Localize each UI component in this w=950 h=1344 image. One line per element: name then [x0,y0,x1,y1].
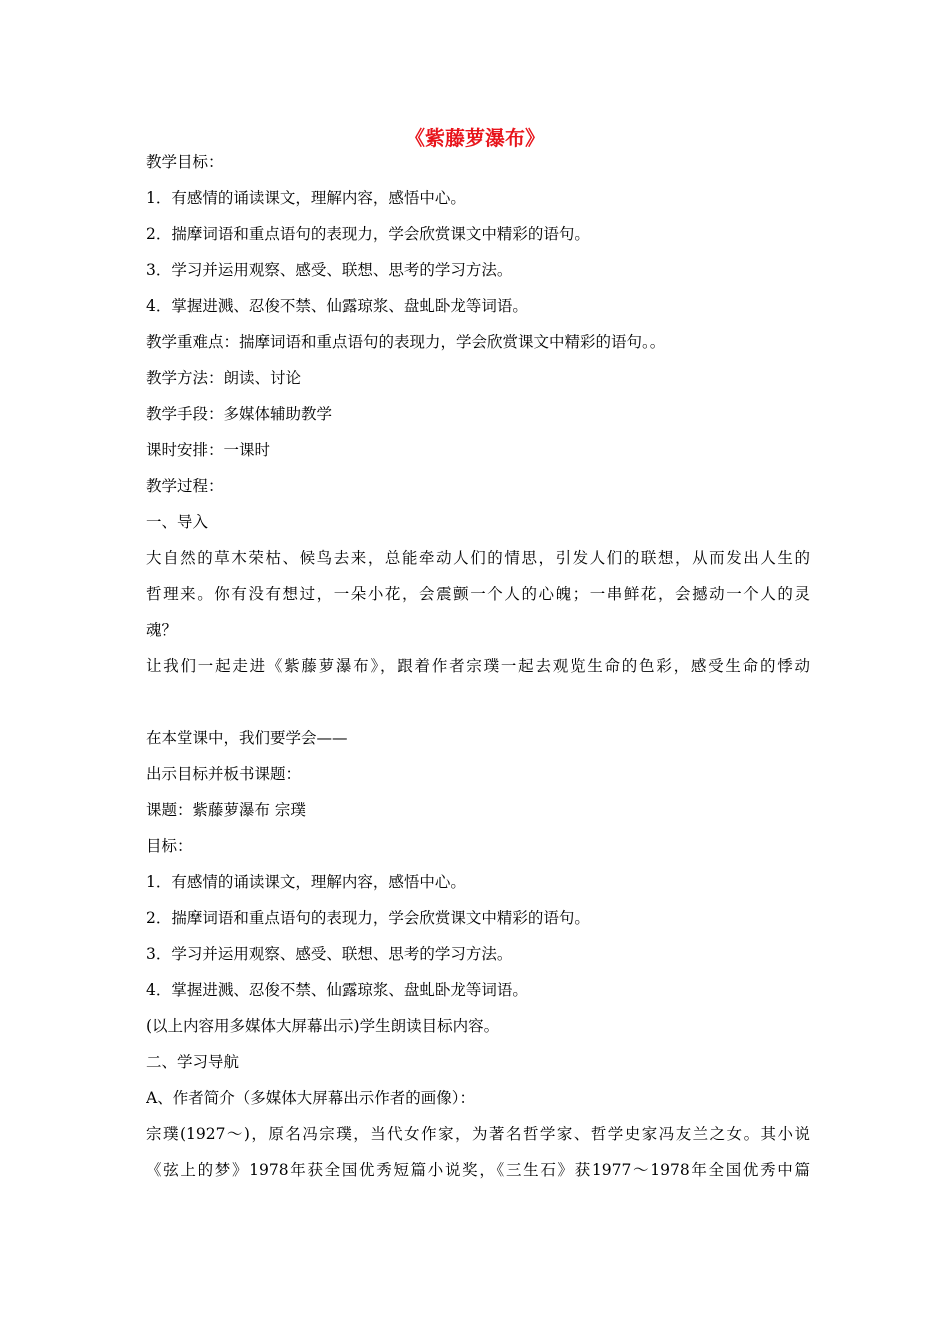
paragraph-line: 哲理来。你有没有想过，一朵小花，会震颤一个人的心魄；一串鲜花，会撼动一个人的灵 [146,585,810,603]
text-line: 3．学习并运用观察、感受、联想、思考的学习方法。 [146,261,513,279]
text-line: 出示目标并板书课题： [146,765,302,783]
text-line: 教学手段：多媒体辅助教学 [146,405,333,423]
paragraph-line: 魂？ [146,621,178,639]
text-line: 课题：紫藤萝瀑布 宗璞 [146,801,306,819]
document-title: 《紫藤萝瀑布》 [405,126,545,150]
text-line: 4．掌握进溅、忍俊不禁、仙露琼浆、盘虬卧龙等词语。 [146,981,528,999]
text-line: 课时安排：一课时 [146,441,271,459]
text-line: 2．揣摩词语和重点语句的表现力，学会欣赏课文中精彩的语句。 [146,909,590,927]
paragraph-line: 《弦上的梦》1978年获全国优秀短篇小说奖，《三生石》获1977～1978年全国优秀中篇 [146,1161,810,1179]
text-line: (以上内容用多媒体大屏幕出示)学生朗读目标内容。 [146,1017,500,1035]
text-line: 教学重难点：揣摩词语和重点语句的表现力，学会欣赏课文中精彩的语句。。 [146,333,666,351]
paragraph-line: 宗璞(1927～)，原名冯宗璞，当代女作家，为著名哲学家、哲学史家冯友兰之女。其小说 [146,1125,810,1143]
text-line: 教学目标： [146,153,224,171]
text-line: 教学方法：朗读、讨论 [146,369,302,387]
text-line: 2．揣摩词语和重点语句的表现力，学会欣赏课文中精彩的语句。 [146,225,590,243]
text-line: 在本堂课中，我们要学会—— [146,729,348,747]
text-line: 目标： [146,837,193,855]
section-heading: 二、学习导航 [146,1053,240,1071]
text-line: A、作者简介（多媒体大屏幕出示作者的画像）： [146,1089,475,1107]
section-heading: 一、导入 [146,513,209,531]
paragraph-line: 大自然的草木荣枯、候鸟去来，总能牵动人们的情思，引发人们的联想，从而发出人生的 [146,549,810,567]
text-line: 4．掌握进溅、忍俊不禁、仙露琼浆、盘虬卧龙等词语。 [146,297,528,315]
text-line: 1．有感情的诵读课文，理解内容，感悟中心。 [146,873,466,891]
text-line: 3．学习并运用观察、感受、联想、思考的学习方法。 [146,945,513,963]
text-line: 1．有感情的诵读课文，理解内容，感悟中心。 [146,189,466,207]
paragraph-line: 让我们一起走进《紫藤萝瀑布》，跟着作者宗璞一起去观览生命的色彩，感受生命的悸动 [146,657,810,675]
text-line: 教学过程： [146,477,224,495]
